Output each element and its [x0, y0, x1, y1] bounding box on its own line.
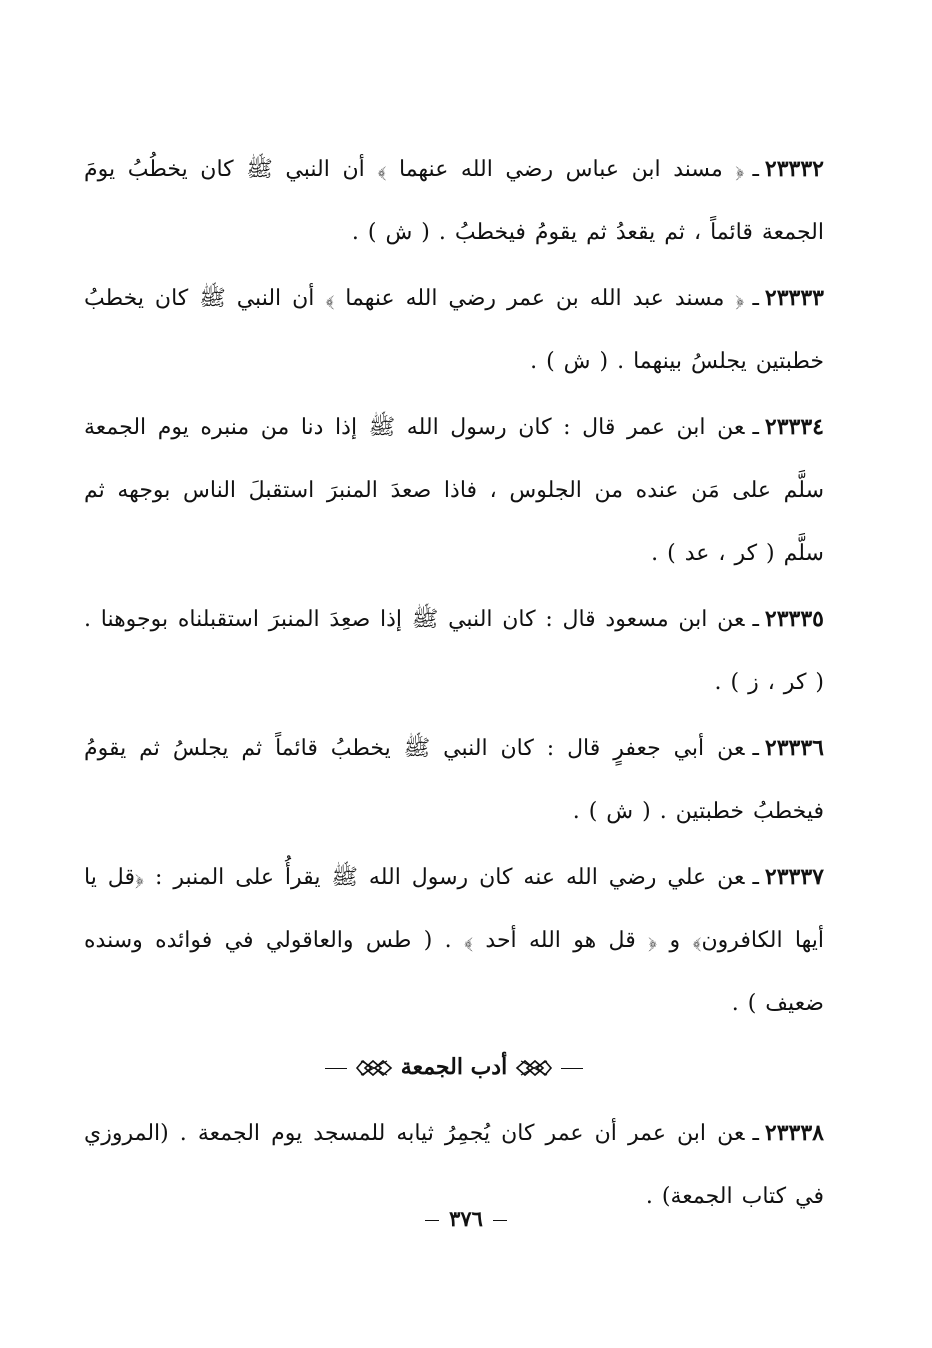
page-number [0, 1206, 932, 1231]
hadith-text: ﴿ مسند ابن عباس رضي الله عنهما ﴾ أن النبي ﷺ كان يخطُبُ يومَ الجمعة قائماً ، ثم يقعدُ ثم يقومُ فيخطبُ . ( ش ) . [84, 157, 824, 245]
hadith-number: ٢٣٣٣٥ [764, 606, 824, 632]
page-number-dash [425, 1220, 439, 1221]
hadith-number: ٢٣٣٣٢ [764, 156, 824, 182]
hadith-text: عن ابن عمر أن عمر كان يُجمِرُ ثيابه للمسجد يوم الجمعة . (المروزي في كتاب الجمعة) . [84, 1121, 824, 1209]
number-dash: ـ [752, 157, 759, 182]
ornament-line [325, 1068, 347, 1069]
hadith-text: عن ابن مسعود قال : كان النبي ﷺ إذا صعِدَ المنبرَ استقبلناه بوجوهنا . ( كر ، ز ) . [84, 607, 824, 695]
number-dash: ـ [752, 1121, 759, 1146]
hadith-entry [84, 138, 824, 264]
hadith-number: ٢٣٣٣٨ [764, 1120, 824, 1146]
hadith-entry [84, 588, 824, 714]
hadith-text: عن ابن عمر قال : كان رسول الله ﷺ إذا دنا من منبره يوم الجمعة سلَّم على مَن عنده من الجلوس ، فاذا صعدَ المنبرَ استقبلَ الناس بوجهه ثم سلَّم ( كر ، عد ) . [84, 415, 824, 566]
number-dash: ـ [752, 415, 759, 440]
page-number-dash [493, 1220, 507, 1221]
hadith-text: عن أبي جعفرٍ قال : كان النبي ﷺ يخطبُ قائماً ثم يجلسُ ثم يقومُ فيخطبُ خطبتين . ( ش ) . [84, 736, 824, 824]
ornament-line [561, 1068, 583, 1069]
hadith-entry [84, 396, 824, 585]
ornament-right-icon [515, 1057, 553, 1079]
hadith-text: عن علي رضي الله عنه كان رسول الله ﷺ يقرأُ على المنبر : ﴿قل يا أيها الكافرون﴾ و ﴿ قل هو الله أحد ﴾ . ( طس والعاقولي في فوائده وسنده ضعيف ) . [84, 865, 824, 1016]
number-dash: ـ [752, 286, 759, 311]
section-heading [84, 1038, 824, 1096]
number-dash: ـ [752, 607, 759, 632]
page-body [84, 138, 824, 1231]
hadith-entry [84, 267, 824, 393]
hadith-number: ٢٣٣٣٧ [764, 864, 824, 890]
hadith-number: ٢٣٣٣٦ [764, 735, 824, 761]
number-dash: ـ [752, 865, 759, 890]
hadith-number: ٢٣٣٣٤ [764, 414, 824, 440]
number-dash: ـ [752, 736, 759, 761]
page-number-value: ٣٧٦ [449, 1206, 483, 1231]
hadith-entry [84, 846, 824, 1035]
ornament-left-icon [355, 1057, 393, 1079]
hadith-entry [84, 717, 824, 843]
hadith-text: ﴿ مسند عبد الله بن عمر رضي الله عنهما ﴾ أن النبي ﷺ كان يخطبُ خطبتين يجلسُ بينهما . ( ش ) . [84, 286, 824, 374]
hadith-number: ٢٣٣٣٣ [764, 285, 824, 311]
section-title: أدب الجمعة [400, 1054, 508, 1080]
